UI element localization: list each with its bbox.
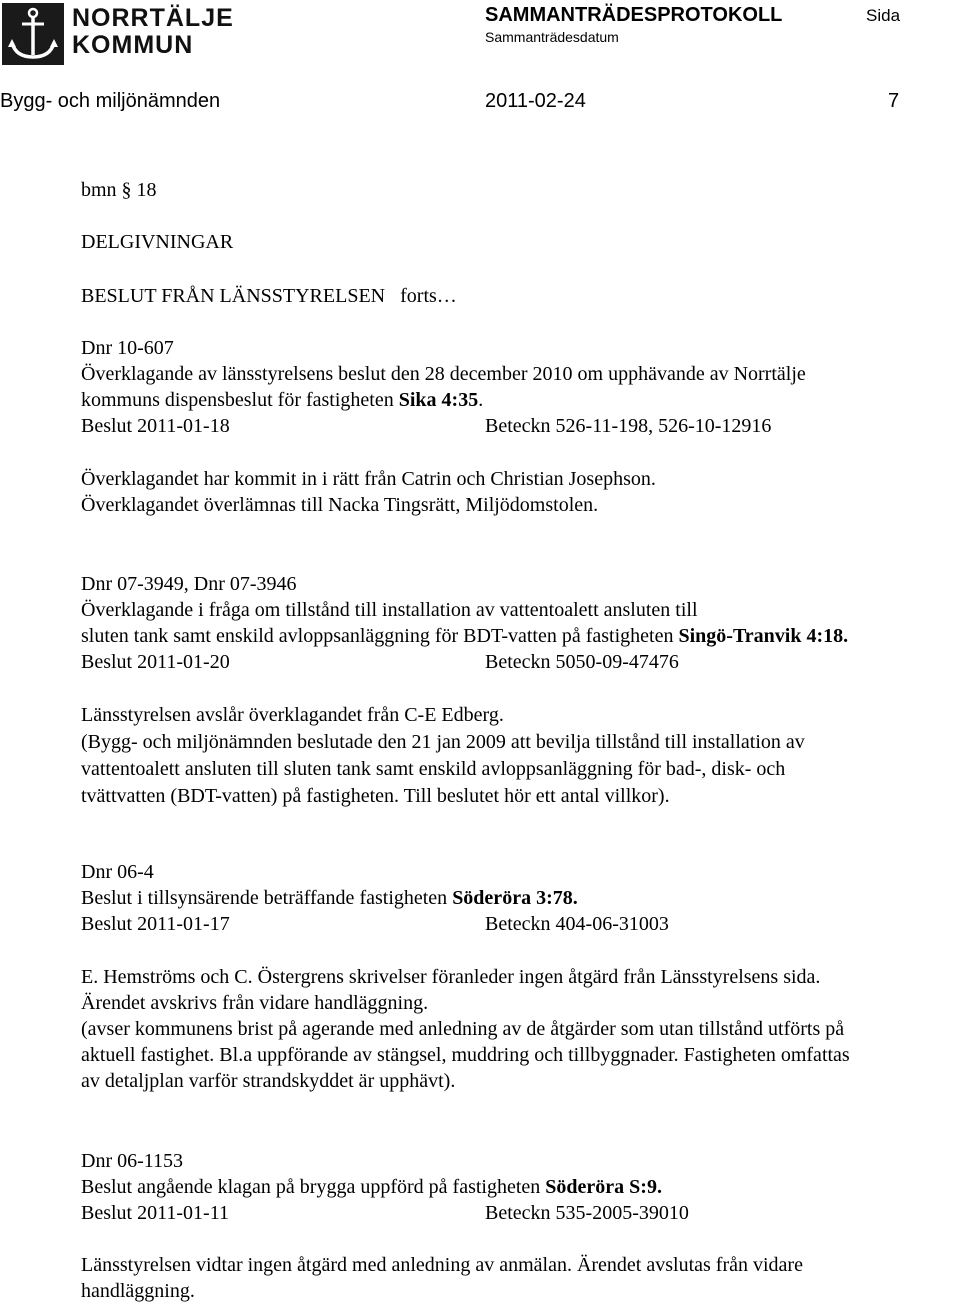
subsection-heading <box>81 284 457 308</box>
case-description: Överklagande i fråga om tillstånd till installation av vattentoalett ansluten till <box>81 599 698 621</box>
decision-reference: Beteckn 526-11-198, 526-10-12916 <box>485 415 772 437</box>
section-heading: DELGIVNINGAR <box>81 231 234 253</box>
case-outcome: E. Hemströms och C. Östergrens skrivelser föranleder ingen åtgärd från Länsstyrelsens sida. <box>81 966 821 988</box>
decision-row <box>81 912 881 936</box>
logo-line-1: NORRTÄLJE <box>72 4 234 32</box>
case-dnr: Dnr 06-1153 <box>81 1150 184 1172</box>
meeting-date: 2011-02-24 <box>485 90 586 112</box>
case-outcome: Överklagandet har kommit in i rätt från Catrin och Christian Josephson. <box>81 468 656 490</box>
decision-reference: Beteckn 404-06-31003 <box>485 913 669 935</box>
case-description <box>81 886 578 910</box>
anchor-emblem-icon <box>2 3 64 65</box>
case-dnr: Dnr 10-607 <box>81 337 174 359</box>
case-note: (avser kommunens brist på agerande med anledning av de åtgärder som utan tillstånd utförts på <box>81 1018 845 1040</box>
decision-date: Beslut 2011-01-17 <box>81 913 230 935</box>
meeting-date-label: Sammanträdesdatum <box>485 29 619 45</box>
case-note-end: tvättvatten (BDT-vatten) på fastigheten. Till beslutet hör ett antal villkor). <box>81 785 670 807</box>
case-description-cont <box>81 624 848 648</box>
case-text: kommuns dispensbeslut för fastigheten <box>81 389 399 411</box>
case-text: sluten tank samt enskild avloppsanläggning för BDT-vatten på fastigheten <box>81 625 679 647</box>
case-description: Överklagande av länsstyrelsens beslut den 28 december 2010 om upphävande av Norrtälje <box>81 363 806 385</box>
case-text-end: . <box>478 389 484 411</box>
page-number: 7 <box>888 90 900 112</box>
case-text: Beslut i tillsynsärende beträffande fastigheten <box>81 887 453 909</box>
subsection-heading-suffix: forts… <box>400 285 457 307</box>
case-description-cont <box>81 388 483 412</box>
decision-row <box>81 650 881 674</box>
page-label: Sida <box>866 6 901 25</box>
case-description <box>81 1175 662 1199</box>
document-type: SAMMANTRÄDESPROTOKOLL <box>485 4 783 26</box>
case-outcome-cont: Överklagandet överlämnas till Nacka Tingsrätt, Miljödomstolen. <box>81 494 599 516</box>
logo-wordmark <box>72 5 234 59</box>
case-dnr: Dnr 07-3949, Dnr 07-3946 <box>81 573 297 595</box>
case-note-cont: vattentoalett ansluten till sluten tank samt enskild avloppsanläggning för bad-, disk- och <box>81 758 786 780</box>
decision-reference: Beteckn 5050-09-47476 <box>485 651 679 673</box>
case-outcome-cont: Ärendet avskrivs från vidare handläggning. <box>81 992 429 1014</box>
case-outcome-cont: handläggning. <box>81 1280 195 1302</box>
case-dnr: Dnr 06-4 <box>81 861 154 883</box>
subsection-heading-text: BESLUT FRÅN LÄNSSTYRELSEN <box>81 285 386 307</box>
decision-date: Beslut 2011-01-20 <box>81 651 230 673</box>
paragraph-reference: bmn § 18 <box>81 179 157 201</box>
property-name: Söderöra S:9. <box>545 1176 662 1198</box>
decision-reference: Beteckn 535-2005-39010 <box>485 1202 689 1224</box>
decision-date: Beslut 2011-01-11 <box>81 1202 229 1224</box>
decision-row <box>81 1201 881 1225</box>
property-name: Sika 4:35 <box>398 389 479 411</box>
case-note-end: av detaljplan varför strandskyddet är upphävt). <box>81 1070 456 1092</box>
decision-row <box>81 414 881 438</box>
case-text: Beslut angående klagan på brygga uppförd på fastigheten <box>81 1176 546 1198</box>
property-name: Singö-Tranvik 4:18. <box>678 625 849 647</box>
case-outcome: Länsstyrelsen avslår överklagandet från C-E Edberg. <box>81 704 504 726</box>
case-outcome: Länsstyrelsen vidtar ingen åtgärd med anledning av anmälan. Ärendet avslutas från vidare <box>81 1254 803 1276</box>
committee-name: Bygg- och miljönämnden <box>0 90 221 112</box>
decision-date: Beslut 2011-01-18 <box>81 415 230 437</box>
property-name: Söderöra 3:78. <box>452 887 578 909</box>
logo-line-2: KOMMUN <box>72 31 194 59</box>
municipality-logo <box>2 3 234 65</box>
case-note: (Bygg- och miljönämnden beslutade den 21 jan 2009 att bevilja tillstånd till installation av <box>81 731 805 753</box>
case-note-cont: aktuell fastighet. Bl.a uppförande av stängsel, muddring och tillbyggnader. Fastigheten omfattas <box>81 1044 850 1066</box>
